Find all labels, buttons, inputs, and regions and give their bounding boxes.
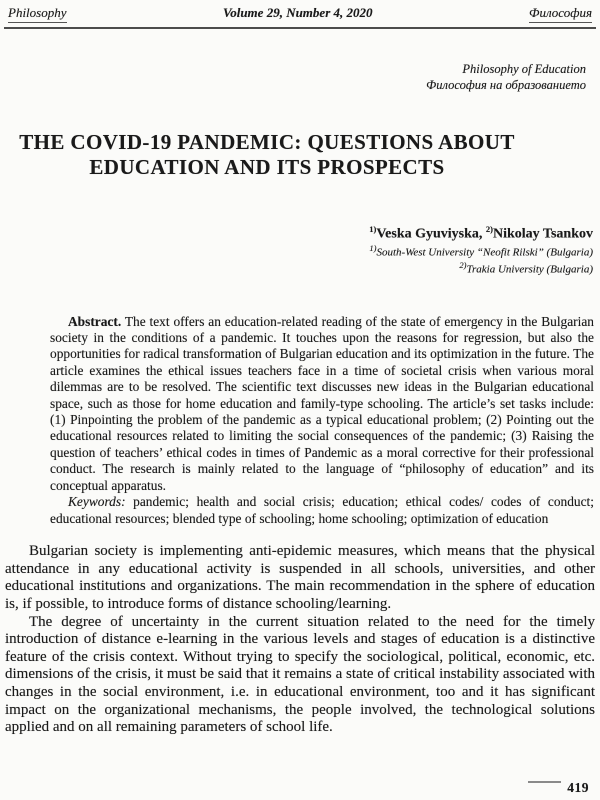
abstract-text: The text offers an education-related reading of the state of emergency in the Bulgarian society in the conditions of a pandemic. It touches upon the reasons for regression, but also the opportunities for radical transformation of Bulgarian education and its optimization in the future. The article examines the ethical issues teachers face in a time of societal crisis when various moral dilemmas are to be resolved. The scientific text discusses new ideas in the Bulgarian educational space, such as those for home education and family-type schooling. The article’s set tasks include: (1) Pinpointing the problem of the pandemic as a typical educational problem; (2) Pointing out the educational resources related to limiting the social consequences of the pandemic; (3) Raising the question of teachers’ ethical codes in times of Pandemic as a moral corrective for their professional conduct. The research is mainly related to the language of “philosophy of education” and its conceptual apparatus.	[50, 313, 594, 493]
affiliation-sup: 2)	[459, 260, 467, 271]
section-heading-bg: Философия на образованието	[426, 78, 586, 93]
article-title: THE COVID-19 PANDEMIC: QUESTIONS ABOUT EDUCATION AND ITS PROSPECTS	[19, 129, 515, 179]
running-head	[4, 4, 596, 29]
abstract-paragraph	[50, 314, 594, 495]
running-head-journal-en: Philosophy	[8, 5, 67, 23]
authors-block	[0, 224, 593, 278]
running-head-volume-info: Volume 29, Number 4, 2020	[222, 5, 373, 20]
page-footer	[528, 779, 589, 797]
abstract-label: Abstract.	[68, 313, 122, 329]
author-sup: 2)	[485, 223, 493, 234]
affiliation	[0, 260, 593, 278]
affiliation	[0, 243, 593, 261]
body-paragraph: Bulgarian society is implementing anti-epidemic measures, which means that the physical attendance in any educational activity is suspended in all schools, universities, and other educational institutions and organizations. The main recommendation in the sphere of education is, if possible, to introduce forms of distance schooling/learning.	[5, 543, 595, 612]
author-sup: 1)	[369, 223, 377, 234]
section-heading	[0, 61, 586, 94]
keywords-label: Keywords:	[68, 494, 126, 510]
author-names	[0, 224, 593, 243]
running-head-journal-bg: Философия	[529, 5, 592, 23]
section-heading-en: Philosophy of Education	[462, 62, 586, 76]
author-name: Nikolay Tsankov	[493, 226, 593, 242]
affiliation-text: South-West University “Neofit Rilski” (Bulgaria)	[376, 246, 593, 259]
keywords-text: pandemic; health and social crisis; education; ethical codes/ codes of conduct; educational resources; blended type of schooling; home schooling; optimization of education	[50, 494, 594, 526]
body-paragraph: The degree of uncertainty in the current situation related to the need for the timely introduction of distance e-learning in the various levels and stages of education is a distinctive feature of the crisis context. Without trying to specify the sociological, political, economic, etc. dimensions of the crisis, it must be said that it remains a state of critical instability associated with changes in the social environment, i.e. in educational environment, too and it has significant impact on the organizational mechanisms, the people involved, the technological solutions applied and on all remaining parameters of school life.	[5, 613, 595, 736]
affiliation-sup: 1)	[369, 242, 377, 253]
author-name: Veska Gyuviyska,	[376, 226, 486, 242]
keywords-paragraph	[50, 494, 594, 527]
abstract-block	[50, 314, 594, 527]
page-number: 419	[567, 780, 589, 795]
affiliation-text: Trakia University (Bulgaria)	[466, 263, 593, 276]
article-body	[5, 543, 595, 737]
footer-rule	[528, 781, 561, 783]
